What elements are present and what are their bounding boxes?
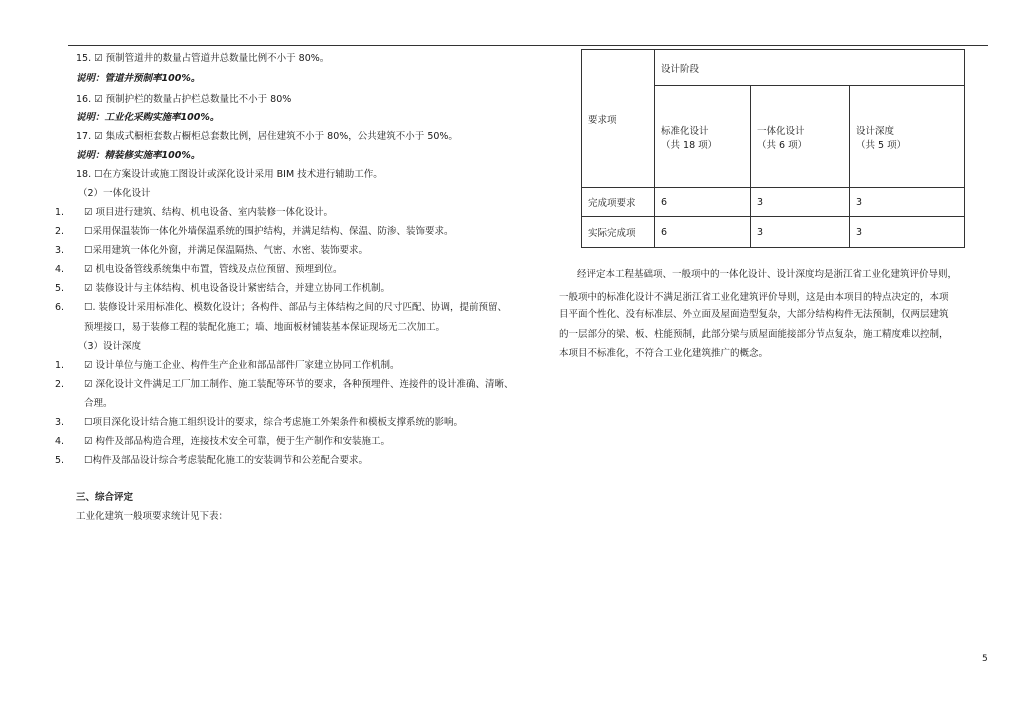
table-header-cell: 设计深度 （共 5 项） bbox=[850, 86, 965, 188]
table-cell: 6 bbox=[655, 188, 751, 217]
table-cell: 3 bbox=[850, 217, 965, 248]
note-16: 说明：工业化采购实施率100%。 bbox=[76, 112, 220, 123]
list-number: 4. bbox=[55, 436, 65, 447]
section-integrated-design: （2）一体化设计 bbox=[78, 188, 151, 199]
table-cell: 3 bbox=[751, 188, 850, 217]
requirements-table bbox=[581, 49, 965, 248]
note-17: 说明：精装修实施率100%。 bbox=[76, 150, 201, 161]
list-item: ☑ 构件及部品构造合理，连接技术安全可靠，便于生产制作和安装施工。 bbox=[84, 436, 391, 447]
list-item: ☑ 深化设计文件满足工厂加工制作、施工装配等环节的要求，各种预埋件、连接件的设计准确、清晰、 bbox=[84, 379, 514, 390]
list-number: 2. bbox=[55, 226, 65, 237]
item-17: 17. ☑ 集成式橱柜套数占橱柜总套数比例，居住建筑不小于 80%，公共建筑不小于 50%。 bbox=[76, 131, 458, 142]
paragraph-line: 目平面个性化、没有标准层、外立面及屋面造型复杂，大部分结构构件无法预制，仅两层建筑 bbox=[559, 309, 949, 320]
list-item-continued: 预埋接口，易于装修工程的装配化施工；墙、地面板材铺装基本保证现场无二次加工。 bbox=[84, 322, 446, 333]
paragraph-line: 经评定本工程基础项、一般项中的一体化设计、设计深度均是浙江省工业化建筑评价导则， bbox=[577, 269, 958, 280]
paragraph-line: 一般项中的标准化设计不满足浙江省工业化建筑评价导则，这是由本项目的特点决定的，本项 bbox=[559, 292, 949, 303]
table-header-cell: 一体化设计 （共 6 项） bbox=[751, 86, 850, 188]
table-cell: 6 bbox=[655, 217, 751, 248]
table-header-cell: 标准化设计 （共 18 项） bbox=[655, 86, 751, 188]
item-18: 18. ☐在方案设计或施工图设计或深化设计采用 BIM 技术进行辅助工作。 bbox=[76, 169, 383, 180]
list-item: ☐采用保温装饰一体化外墙保温系统的围护结构，并满足结构、保温、防渗、装饰要求。 bbox=[84, 226, 454, 237]
list-item: ☑ 设计单位与施工企业、构件生产企业和部品部件厂家建立协同工作机制。 bbox=[84, 360, 400, 371]
list-number: 3. bbox=[55, 417, 65, 428]
list-number: 1. bbox=[55, 207, 65, 218]
list-item: ☐. 装修设计采用标准化、模数化设计；各构件、部品与主体结构之间的尺寸匹配、协调，提前预留、 bbox=[84, 302, 508, 313]
page-number: 5 bbox=[982, 654, 988, 664]
table-cell: 实际完成项 bbox=[582, 217, 655, 248]
list-number: 5. bbox=[55, 283, 65, 294]
paragraph-line: 的一层部分的梁、板、柱能预制，此部分梁与质屋面能接部分节点复杂，施工精度难以控制， bbox=[559, 329, 949, 340]
summary-intro: 工业化建筑一般项要求统计见下表： bbox=[76, 511, 229, 522]
list-item-continued: 合理。 bbox=[84, 398, 113, 409]
note-15: 说明：管道井预制率100%。 bbox=[76, 73, 201, 84]
section-heading: 三、综合评定 bbox=[76, 492, 134, 503]
table-row bbox=[582, 188, 965, 217]
list-item: ☑ 机电设备管线系统集中布置，管线及点位预留、预埋到位。 bbox=[84, 264, 343, 275]
table-row bbox=[582, 217, 965, 248]
list-number: 1. bbox=[55, 360, 65, 371]
table-header-cell: 设计阶段 bbox=[655, 50, 965, 86]
item-16: 16. ☑ 预制护栏的数量占护栏总数量比不小于 80% bbox=[76, 94, 292, 105]
list-number: 4. bbox=[55, 264, 65, 275]
list-item: ☑ 装修设计与主体结构、机电设备设计紧密结合，并建立协同工作机制。 bbox=[84, 283, 391, 294]
list-item: ☐构件及部品设计综合考虑装配化施工的安装调节和公差配合要求。 bbox=[84, 455, 369, 466]
list-number: 6. bbox=[55, 302, 65, 313]
table-cell: 3 bbox=[850, 188, 965, 217]
list-number: 3. bbox=[55, 245, 65, 256]
list-item: ☑ 项目进行建筑、结构、机电设备、室内装修一体化设计。 bbox=[84, 207, 334, 218]
section-design-depth: （3）设计深度 bbox=[78, 341, 142, 352]
top-rule bbox=[68, 45, 988, 46]
list-number: 5. bbox=[55, 455, 65, 466]
table-cell: 3 bbox=[751, 217, 850, 248]
list-item: ☐采用建筑一体化外窗，并满足保温隔热、气密、水密、装饰要求。 bbox=[84, 245, 369, 256]
table-header-cell: 要求项 bbox=[582, 50, 655, 188]
list-number: 2. bbox=[55, 379, 65, 390]
table-cell: 完成项要求 bbox=[582, 188, 655, 217]
paragraph-line: 本项目不标准化，不符合工业化建筑推广的概念。 bbox=[559, 348, 769, 359]
list-item: ☐项目深化设计结合施工组织设计的要求，综合考虑施工外架条件和模板支撑系统的影响。 bbox=[84, 417, 464, 428]
item-15: 15. ☑ 预制管道井的数量占管道井总数量比例不小于 80%。 bbox=[76, 53, 330, 64]
